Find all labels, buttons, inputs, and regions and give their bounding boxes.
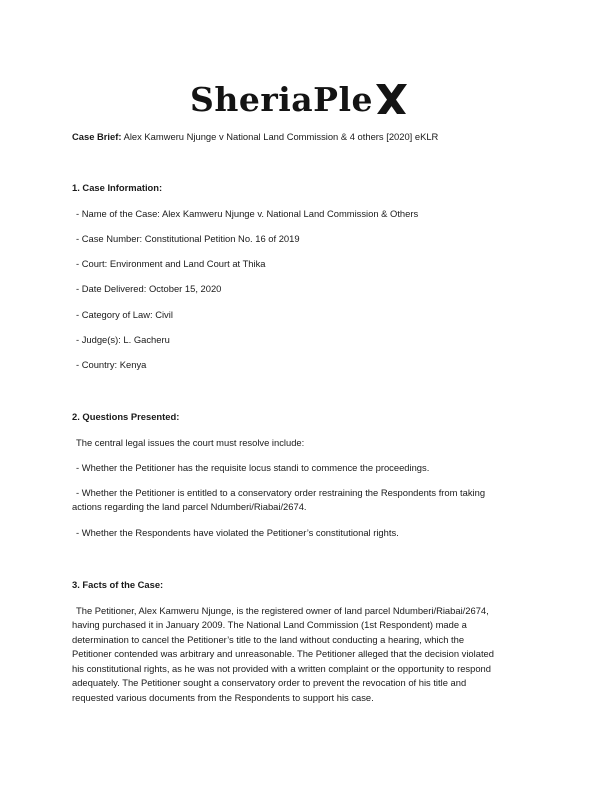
- question-item: - Whether the Petitioner has the requisite locus standi to commence the proceedings.: [76, 462, 430, 473]
- facts-line: his constitutional rights, as he was not provided with a written complaint or the opportunity to respond: [72, 663, 491, 674]
- case-info-item: - Name of the Case: Alex Kamweru Njunge v. National Land Commission & Others: [76, 208, 419, 219]
- logo-x-mark-icon: [374, 81, 408, 117]
- case-info-item: - Court: Environment and Land Court at Thika: [76, 258, 266, 269]
- section-heading-case-information: 1. Case Information:: [72, 182, 163, 193]
- case-brief-title: Alex Kamweru Njunge v National Land Commission & 4 others [2020] eKLR: [121, 131, 439, 142]
- case-info-item: - Country: Kenya: [76, 359, 147, 370]
- questions-intro: The central legal issues the court must resolve include:: [76, 437, 305, 448]
- sheriaplex-logo: [190, 76, 430, 122]
- case-info-item: - Judge(s): L. Gacheru: [76, 334, 170, 345]
- case-brief-label: Case Brief:: [72, 131, 122, 142]
- section-heading-facts: 3. Facts of the Case:: [72, 579, 164, 590]
- case-info-item: - Date Delivered: October 15, 2020: [76, 283, 222, 294]
- question-item: - Whether the Petitioner is entitled to a conservatory order restraining the Respondents from taking: [76, 487, 486, 498]
- facts-line: adequately. The Petitioner sought a conservatory order to prevent the revocation of his title and: [72, 677, 467, 688]
- facts-line: requested various documents from the Respondents to support his case.: [72, 692, 374, 703]
- section-heading-questions-presented: 2. Questions Presented:: [72, 411, 180, 422]
- case-info-item: - Category of Law: Civil: [76, 309, 173, 320]
- facts-line: determination to cancel the Petitioner’s title to the land without conducting a hearing, which the: [72, 634, 465, 645]
- case-brief-line: [72, 130, 438, 143]
- facts-line: Petitioner contended was arbitrary and unreasonable. The Petitioner alleged that the decision violated: [72, 648, 494, 659]
- question-item: - Whether the Respondents have violated the Petitioner’s constitutional rights.: [76, 527, 399, 538]
- facts-line: having purchased it in January 2009. The National Land Commission (1st Respondent) made a: [72, 619, 467, 630]
- logo-wordmark: SheriaPle: [190, 79, 373, 119]
- question-item-continuation: actions regarding the land parcel Ndumberi/Riabai/2674.: [72, 501, 307, 512]
- case-info-item: - Case Number: Constitutional Petition No. 16 of 2019: [76, 233, 300, 244]
- facts-line: The Petitioner, Alex Kamweru Njunge, is the registered owner of land parcel Ndumberi/Riabai/2674,: [76, 605, 489, 616]
